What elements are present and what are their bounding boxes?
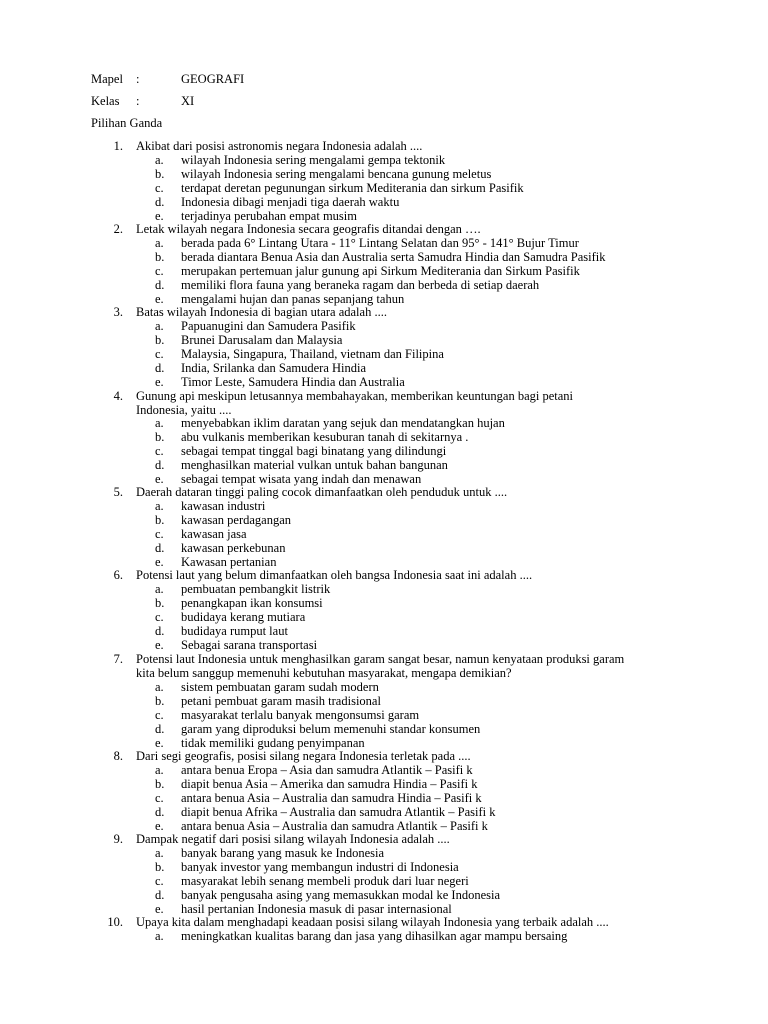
option-letter: a. [155,680,164,694]
option-text: penangkapan ikan konsumsi [181,596,323,610]
question-text: Daerah dataran tinggi paling cocok dimanfaatkan oleh penduduk untuk .... [136,485,508,499]
kelas-colon: : [136,94,140,108]
question-number: 6. [113,568,123,582]
option-letter: c. [155,610,164,624]
option-letter: d. [155,805,165,819]
kelas-label: Kelas [91,94,120,108]
option-text: antara benua Asia – Australia dan samudra Hindia – Pasifi k [181,791,482,805]
option-text: menghasilkan material vulkan untuk bahan bangunan [181,458,448,472]
option-letter: c. [155,444,164,458]
question-text: Dampak negatif dari posisi silang wilayah Indonesia adalah .... [136,832,450,846]
option-text: wilayah Indonesia sering mengalami gempa tektonik [181,153,446,167]
option-text: sistem pembuatan garam sudah modern [181,680,379,694]
option-text: masyarakat lebih senang membeli produk dari luar negeri [181,874,469,888]
question-number: 2. [113,222,123,236]
option-text: tidak memiliki gudang penyimpanan [181,736,365,750]
question-number: 9. [113,832,123,846]
option-text: Kawasan pertanian [181,555,277,569]
option-text: mengalami hujan dan panas sepanjang tahun [181,292,405,306]
option-text: wilayah Indonesia sering mengalami bencana gunung meletus [181,167,492,181]
option-letter: b. [155,777,165,791]
option-text: hasil pertanian Indonesia masuk di pasar internasional [181,902,452,916]
question-text: Potensi laut yang belum dimanfaatkan oleh bangsa Indonesia saat ini adalah .... [136,568,533,582]
option-letter: b. [155,596,165,610]
option-text: antara benua Eropa – Asia dan samudra Atlantik – Pasifi k [181,763,473,777]
option-letter: a. [155,846,164,860]
option-text: kawasan industri [181,499,266,513]
option-letter: b. [155,250,165,264]
option-text: India, Srilanka dan Samudera Hindia [181,361,367,375]
option-letter: b. [155,167,165,181]
question-text: Upaya kita dalam menghadapi keadaan posisi silang wilayah Indonesia yang terbaik adalah .... [136,915,609,929]
option-letter: d. [155,888,165,902]
option-letter: c. [155,791,164,805]
option-text: antara benua Asia – Australia dan samudra Atlantik – Pasifi k [181,819,488,833]
option-text: memiliki flora fauna yang beraneka ragam dan berbeda di setiap daerah [181,278,540,292]
option-letter: c. [155,874,164,888]
option-text: diapit benua Afrika – Australia dan samudra Atlantik – Pasifi k [181,805,496,819]
option-letter: a. [155,499,164,513]
option-text: Indonesia dibagi menjadi tiga daerah waktu [181,195,400,209]
option-letter: a. [155,153,164,167]
question-text: Potensi laut Indonesia untuk menghasilkan garam sangat besar, namun kenyataan produksi garam [136,652,625,666]
option-text: Papuanugini dan Samudera Pasifik [181,319,356,333]
option-letter: d. [155,722,165,736]
mapel-colon: : [136,72,140,86]
option-text: merupakan pertemuan jalur gunung api Sirkum Mediterania dan Sirkum Pasifik [181,264,580,278]
option-text: budidaya rumput laut [181,624,288,638]
option-text: sebagai tempat tinggal bagi binatang yang dilindungi [181,444,447,458]
option-letter: d. [155,458,165,472]
option-text: sebagai tempat wisata yang indah dan menawan [181,472,422,486]
option-letter: e. [155,736,164,750]
option-letter: c. [155,708,164,722]
option-text: terdapat deretan pegunungan sirkum Mediterania dan sirkum Pasifik [181,181,524,195]
option-letter: b. [155,430,165,444]
option-letter: b. [155,513,165,527]
option-text: berada pada 6° Lintang Utara - 11° Lintang Selatan dan 95° - 141° Bujur Timur [181,236,579,250]
option-letter: b. [155,694,165,708]
option-text: menyebabkan iklim daratan yang sejuk dan mendatangkan hujan [181,416,505,430]
mapel-label: Mapel [91,72,123,86]
option-letter: e. [155,292,164,306]
option-text: petani pembuat garam masih tradisional [181,694,381,708]
option-letter: c. [155,181,164,195]
option-letter: a. [155,582,164,596]
option-letter: e. [155,472,164,486]
option-text: garam yang diproduksi belum memenuhi standar konsumen [181,722,481,736]
option-text: masyarakat terlalu banyak mengonsumsi garam [181,708,420,722]
section-title: Pilihan Ganda [91,116,163,130]
option-letter: a. [155,763,164,777]
option-letter: d. [155,624,165,638]
option-letter: c. [155,347,164,361]
option-text: pembuatan pembangkit listrik [181,582,331,596]
question-number: 1. [113,139,123,153]
question-text-continued: Indonesia, yaitu .... [136,403,232,417]
option-text: Brunei Darusalam dan Malaysia [181,333,343,347]
option-letter: e. [155,375,164,389]
option-text: kawasan perdagangan [181,513,292,527]
option-letter: a. [155,416,164,430]
option-letter: e. [155,209,164,223]
question-text: Gunung api meskipun letusannya membahayakan, memberikan keuntungan bagi petani [136,389,574,403]
question-number: 10. [107,915,123,929]
option-letter: d. [155,195,165,209]
option-text: terjadinya perubahan empat musim [181,209,357,223]
option-text: banyak investor yang membangun industri di Indonesia [181,860,459,874]
option-text: kawasan perkebunan [181,541,286,555]
question-number: 5. [113,485,123,499]
option-text: kawasan jasa [181,527,247,541]
option-text: diapit benua Asia – Amerika dan samudra Hindia – Pasifi k [181,777,478,791]
option-letter: d. [155,361,165,375]
question-text: Dari segi geografis, posisi silang negara Indonesia terletak pada .... [136,749,471,763]
option-letter: c. [155,264,164,278]
question-number: 3. [113,305,123,319]
question-text-continued: kita belum sanggup memenuhi kebutuhan masyarakat, mengapa demikian? [136,666,512,680]
option-letter: e. [155,638,164,652]
option-letter: b. [155,860,165,874]
option-text: abu vulkanis memberikan kesuburan tanah di sekitarnya . [181,430,469,444]
question-number: 7. [113,652,123,666]
question-number: 8. [113,749,123,763]
option-letter: a. [155,319,164,333]
option-letter: c. [155,527,164,541]
question-text: Akibat dari posisi astronomis negara Indonesia adalah .... [136,139,423,153]
option-text: Sebagai sarana transportasi [181,638,318,652]
option-letter: d. [155,541,165,555]
option-letter: e. [155,819,164,833]
kelas-value: XI [181,94,195,108]
question-text: Batas wilayah Indonesia di bagian utara adalah .... [136,305,387,319]
option-text: Malaysia, Singapura, Thailand, vietnam dan Filipina [181,347,444,361]
question-number: 4. [113,389,123,403]
option-text: banyak barang yang masuk ke Indonesia [181,846,385,860]
option-letter: e. [155,555,164,569]
option-letter: e. [155,902,164,916]
option-text: Timor Leste, Samudera Hindia dan Australia [181,375,405,389]
option-text: banyak pengusaha asing yang memasukkan modal ke Indonesia [181,888,501,902]
question-text: Letak wilayah negara Indonesia secara geografis ditandai dengan …. [136,222,481,236]
option-letter: b. [155,333,165,347]
option-text: berada diantara Benua Asia dan Australia serta Samudra Hindia dan Samudra Pasifik [181,250,606,264]
option-letter: a. [155,236,164,250]
option-letter: d. [155,278,165,292]
mapel-value: GEOGRAFI [181,72,245,86]
option-letter: a. [155,929,164,943]
option-text: budidaya kerang mutiara [181,610,306,624]
option-text: meningkatkan kualitas barang dan jasa yang dihasilkan agar mampu bersaing [181,929,568,943]
